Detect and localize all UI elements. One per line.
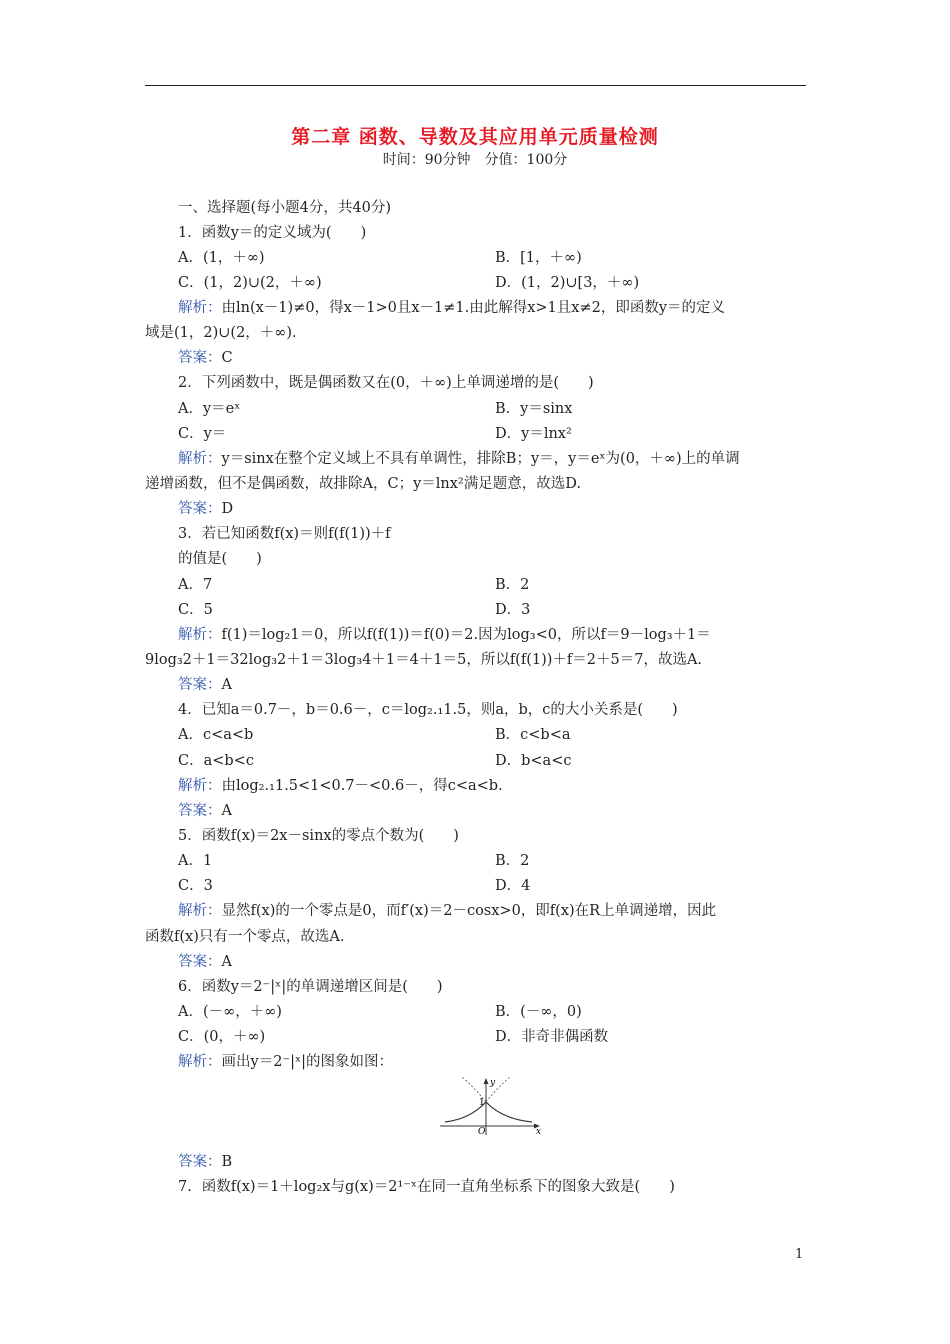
q2-analysis-text: y＝sinx在整个定义域上不具有单调性，排除B；y＝，y＝eˣ为(0，＋∞)上的单调 bbox=[221, 451, 740, 467]
q3-analysis bbox=[178, 625, 711, 645]
curve-solid bbox=[445, 1102, 532, 1122]
q3-option-a: A．7 bbox=[178, 577, 213, 593]
q6-option-d: D．非奇非偶函数 bbox=[495, 1029, 609, 1045]
q6-analysis bbox=[178, 1052, 393, 1072]
q5-analysis bbox=[178, 901, 716, 921]
q2-answer bbox=[178, 499, 233, 519]
q4-option-b: B．c<b<a bbox=[495, 727, 571, 743]
q6-answer bbox=[178, 1152, 232, 1172]
q1-option-b: B．[1，＋∞) bbox=[495, 250, 582, 266]
q5-option-c: C．3 bbox=[178, 878, 213, 894]
q4-answer bbox=[178, 801, 232, 821]
q4-option-d: D．b<a<c bbox=[495, 753, 572, 769]
q3-analysis-text: f(1)＝log₂1＝0，所以f(f(1))＝f(0)＝2.因为log₃<0，所以f＝9－log₃＋1＝ bbox=[221, 627, 711, 643]
q3-answer bbox=[178, 675, 232, 695]
q6-analysis-text: 画出y＝2⁻|ˣ|的图象如图： bbox=[221, 1054, 393, 1070]
analysis-label: 解析： bbox=[178, 451, 222, 467]
q2-option-a: A．y＝eˣ bbox=[178, 401, 241, 417]
q4-option-a: A．c<a<b bbox=[178, 727, 254, 743]
analysis-label: 解析： bbox=[178, 300, 222, 316]
q5-analysis-cont: 函数f(x)只有一个零点，故选A. bbox=[145, 929, 345, 945]
q1-option-c: C．(1，2)∪(2，＋∞) bbox=[178, 275, 322, 291]
q2-stem: 2．下列函数中，既是偶函数又在(0，＋∞)上单调递增的是( ) bbox=[178, 375, 594, 391]
q2-analysis-cont: 递增函数，但不是偶函数，故排除A，C；y＝lnx²满足题意，故选D. bbox=[145, 476, 581, 492]
q6-stem: 6．函数y＝2⁻|ˣ|的单调递增区间是( ) bbox=[178, 979, 443, 995]
q1-option-a: A．(1，＋∞) bbox=[178, 250, 265, 266]
q2-option-c: C．y＝ bbox=[178, 426, 227, 442]
x-axis-label: x bbox=[536, 1127, 542, 1137]
q4-answer-value: A bbox=[221, 803, 232, 819]
section-heading: 一、选择题(每小题4分，共40分) bbox=[178, 200, 391, 216]
exam-info: 时间：90分钟 分值：100分 bbox=[382, 152, 568, 168]
q2-option-d: D．y＝lnx² bbox=[495, 426, 572, 442]
q5-answer bbox=[178, 952, 232, 972]
q2-answer-value: D bbox=[221, 501, 234, 517]
q1-analysis-text: 由ln(x－1)≠0，得x－1>0且x－1≠1.由此解得x>1且x≠2，即函数y＝的定义 bbox=[221, 300, 726, 316]
q5-option-a: A．1 bbox=[178, 853, 213, 869]
q3-analysis-cont: 9log₃2＋1＝32log₃2＋1＝3log₃4＋1＝4＋1＝5，所以f(f(1))＋f＝2＋5＝7，故选A. bbox=[145, 652, 703, 668]
analysis-label: 解析： bbox=[178, 778, 222, 794]
q4-option-c: C．a<b<c bbox=[178, 753, 254, 769]
q6-option-b: B．(－∞，0) bbox=[495, 1004, 582, 1020]
q1-analysis-cont: 域是(1，2)∪(2，＋∞)． bbox=[145, 325, 307, 341]
q7-stem: 7．函数f(x)＝1＋log₂x与g(x)＝2¹⁻ˣ在同一直角坐标系下的图象大致是( ) bbox=[178, 1179, 675, 1195]
q3-option-b: B．2 bbox=[495, 577, 530, 593]
q1-stem: 1．函数y＝的定义域为( ) bbox=[178, 225, 367, 241]
q5-stem: 5．函数f(x)＝2x－sinx的零点个数为( ) bbox=[178, 828, 459, 844]
q3-option-d: D．3 bbox=[495, 602, 531, 618]
q4-analysis bbox=[178, 776, 503, 796]
answer-label: 答案： bbox=[178, 677, 222, 693]
q6-option-c: C．(0，＋∞) bbox=[178, 1029, 266, 1045]
q5-answer-value: A bbox=[221, 954, 232, 970]
analysis-label: 解析： bbox=[178, 1054, 222, 1070]
y-axis-arrow bbox=[484, 1078, 489, 1084]
analysis-label: 解析： bbox=[178, 903, 222, 919]
q3-stem-cont: 的值是( ) bbox=[178, 551, 262, 567]
q5-option-b: B．2 bbox=[495, 853, 530, 869]
answer-label: 答案： bbox=[178, 954, 222, 970]
page-title: 第二章 函数、导数及其应用单元质量检测 bbox=[291, 126, 659, 148]
q6-option-a: A．(－∞，＋∞) bbox=[178, 1004, 282, 1020]
q1-option-d: D．(1，2)∪[3，＋∞) bbox=[495, 275, 640, 291]
q2-analysis bbox=[178, 449, 740, 469]
analysis-label: 解析： bbox=[178, 627, 222, 643]
answer-label: 答案： bbox=[178, 350, 222, 366]
y-axis-label: y bbox=[490, 1078, 496, 1088]
q4-stem: 4．已知a＝0.7－，b＝0.6－，c＝log₂.₁1.5，则a，b，c的大小关系是( ) bbox=[178, 702, 678, 718]
q4-analysis-text: 由log₂.₁1.5<1<0.7－<0.6－，得c<a<b. bbox=[221, 778, 503, 794]
q5-option-d: D．4 bbox=[495, 878, 531, 894]
q1-answer bbox=[178, 348, 233, 368]
answer-label: 答案： bbox=[178, 803, 222, 819]
one-label: 1 bbox=[479, 1098, 485, 1108]
q6-answer-value: B bbox=[221, 1154, 233, 1170]
q3-answer-value: A bbox=[221, 677, 232, 693]
q2-option-b: B．y＝sinx bbox=[495, 401, 573, 417]
q1-analysis bbox=[178, 298, 725, 318]
q5-analysis-text: 显然f(x)的一个零点是0，而f′(x)＝2－cosx>0，即f(x)在R上单调递增，因此 bbox=[221, 903, 717, 919]
header-rule bbox=[145, 85, 806, 86]
answer-label: 答案： bbox=[178, 501, 222, 517]
q3-stem: 3．若已知函数f(x)＝则f(f(1))＋f bbox=[178, 526, 391, 542]
page-number: 1 bbox=[795, 1247, 804, 1262]
answer-label: 答案： bbox=[178, 1154, 222, 1170]
q6-function-graph bbox=[440, 1075, 545, 1137]
q3-option-c: C．5 bbox=[178, 602, 213, 618]
q1-answer-value: C bbox=[221, 350, 233, 366]
origin-label: O bbox=[478, 1127, 486, 1137]
